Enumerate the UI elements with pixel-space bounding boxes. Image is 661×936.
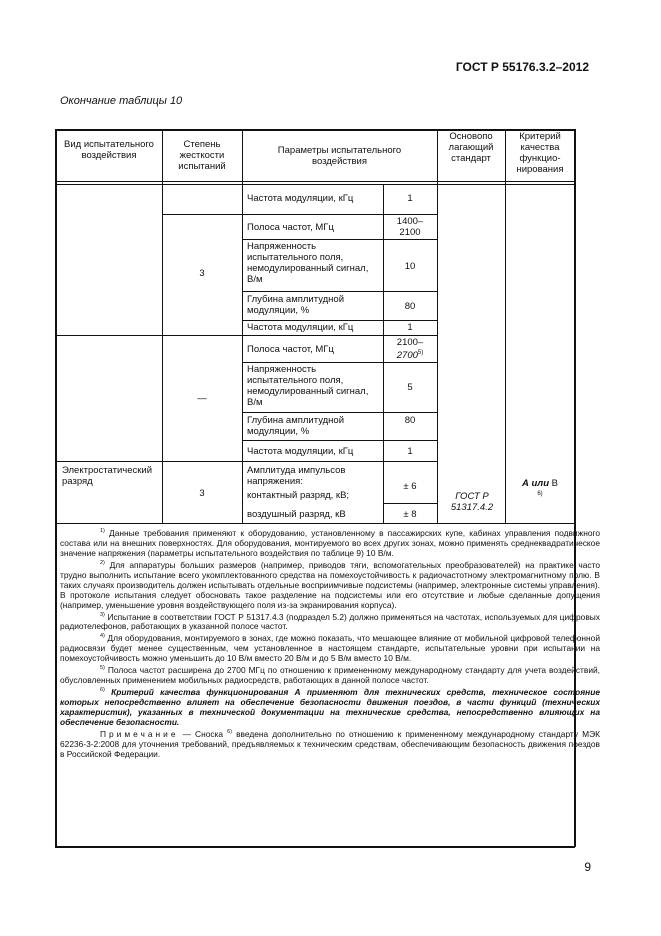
param-text: Напряженность испытательного поля, немодулированный сигнал, В/м bbox=[247, 241, 369, 285]
param-text: Амплитуда импульсов напряжения: bbox=[247, 465, 346, 487]
footnote-1: $^{1)}$ Данные требования применяют к оборудованию, установленному в пассажирских купе, кабинах управления подвижного состава или на внешних поверхностях. Для оборудования, монтируемого во всех других зонах, можно применять среднеквадратическое значение напряжения (параметры испытательного воздействия по таблице 9) 10 В/м. bbox=[60, 527, 601, 558]
col-header-base: Основопо лагающий стандарт bbox=[448, 131, 494, 164]
group3-base-standard: ГОСТ Р 51317.4.2 bbox=[450, 491, 494, 513]
param-value: 1400–2100 bbox=[396, 216, 424, 238]
group1-degree: 3 bbox=[199, 268, 205, 279]
param-value: ± 6 bbox=[403, 481, 417, 492]
param-text: Частота модуляции, кГц bbox=[247, 446, 354, 457]
param-value: 1 bbox=[407, 193, 413, 204]
param-value: 2100– 2700$^{5)}$ bbox=[396, 337, 424, 362]
footnotes bbox=[60, 526, 600, 759]
page-number: 9 bbox=[584, 860, 591, 874]
param-text: Напряженность испытательного поля, немодулированный сигнал, В/м bbox=[247, 364, 369, 408]
param-text: Частота модуляции, кГц bbox=[247, 322, 354, 333]
param-value: 80 bbox=[404, 415, 416, 426]
param-text: Глубина амплитудной модуляции, % bbox=[247, 294, 345, 316]
footnote-4: $^{4)}$ Для оборудования, монтируемого в зонах, где можно показать, что мешающее влияние от мобильной цифровой телефонной радиосвязи будет менее существенным, чем установленное в настоящем стандарте, испытательные уровни при испытании на помехоустойчивость можно уменьшить до 10 В/м вместо 20 В/м и до 5 В/м вместо 10 В/м. bbox=[60, 633, 601, 664]
param-text: Частота модуляции, кГц bbox=[247, 193, 354, 204]
table-caption: Окончание таблицы 10 bbox=[60, 95, 183, 107]
param-text: контактный разряд, кВ; bbox=[247, 490, 350, 501]
group2-degree: — bbox=[197, 393, 207, 404]
footnote-6: $^{6)}$ Критерий качества функционирования А применяют для технических средств, техническое состояние которых непосредственно влияет на обеспечение безопасности движения поездов, в части функций (технических характеристик), указанных в технической документации на технические средства, непосредственно влияющих на обеспечение безопасности. bbox=[60, 686, 601, 727]
param-value: ± 8 bbox=[403, 509, 417, 520]
param-text: воздушный разряд, кВ bbox=[247, 509, 346, 520]
col-header-criterion: Критерий качества функцио-нирования bbox=[516, 131, 564, 175]
param-value: 1 bbox=[407, 322, 413, 333]
param-value: 1 bbox=[407, 446, 413, 457]
col-header-degree: Степень жесткости испытаний bbox=[178, 139, 226, 172]
col-header-kind: Вид испытательного воздействия bbox=[64, 139, 154, 161]
param-value: 80 bbox=[404, 301, 416, 312]
note: Примечание — Сноска $^{6)}$ введена дополнительно по отношению к примененному международному стандарту МЭК 62236-3-2:2008 для уточнения требований, предъявляемых к техническим средствам, обеспечивающим безопасность движения поездов в Российской Федерации. bbox=[60, 728, 600, 759]
group3-kind: Электростатический разряд bbox=[62, 465, 152, 487]
document-id: ГОСТ Р 55176.3.2–2012 bbox=[455, 60, 589, 74]
footnote-5: $^{5)}$ Полоса частот расширена до 2700 МГц по отношению к примененному международному стандарту для учета воздействий, обусловленных применением мобильных радиосредств, работающих в данной полосе частот. bbox=[60, 664, 601, 685]
group3-criterion: А или В $^{6)}$ bbox=[522, 478, 558, 497]
group3-degree: 3 bbox=[199, 488, 205, 499]
param-value: 10 bbox=[404, 261, 416, 272]
param-value: 5 bbox=[407, 382, 413, 393]
param-text: Глубина амплитудной модуляции, % bbox=[247, 415, 345, 437]
footnote-2: $^{2)}$ Для аппаратуры больших размеров (например, приводов тяги, вспомогательных преобразователей) на практике часто трудно выполнить испытание всего укомплектованного средства на помехоустойчивость к радиочастотному электромагнитному полю. В таких случаях производитель должен испытывать отдельные восприимчивые подсистемы (например, электронные системы управления). В протоколе испытания следует обосновать такое разделение на подсистемы или его отсутствие и любые сделанные допущения (например, уменьшение уровня воздействующего поля из-за экранирования корпуса). bbox=[60, 559, 600, 610]
footnote-3: $^{3)}$ Испытание в соответствии ГОСТ Р 51317.4.3 (подраздел 5.2) должно применяться на частотах, используемых для цифровых радиотелефонов, работающих в указанной полосе частот. bbox=[60, 611, 600, 632]
col-header-params: Параметры испытательного воздействия bbox=[277, 145, 402, 167]
param-text: Полоса частот, МГц bbox=[247, 344, 334, 355]
param-text: Полоса частот, МГц bbox=[247, 222, 334, 233]
